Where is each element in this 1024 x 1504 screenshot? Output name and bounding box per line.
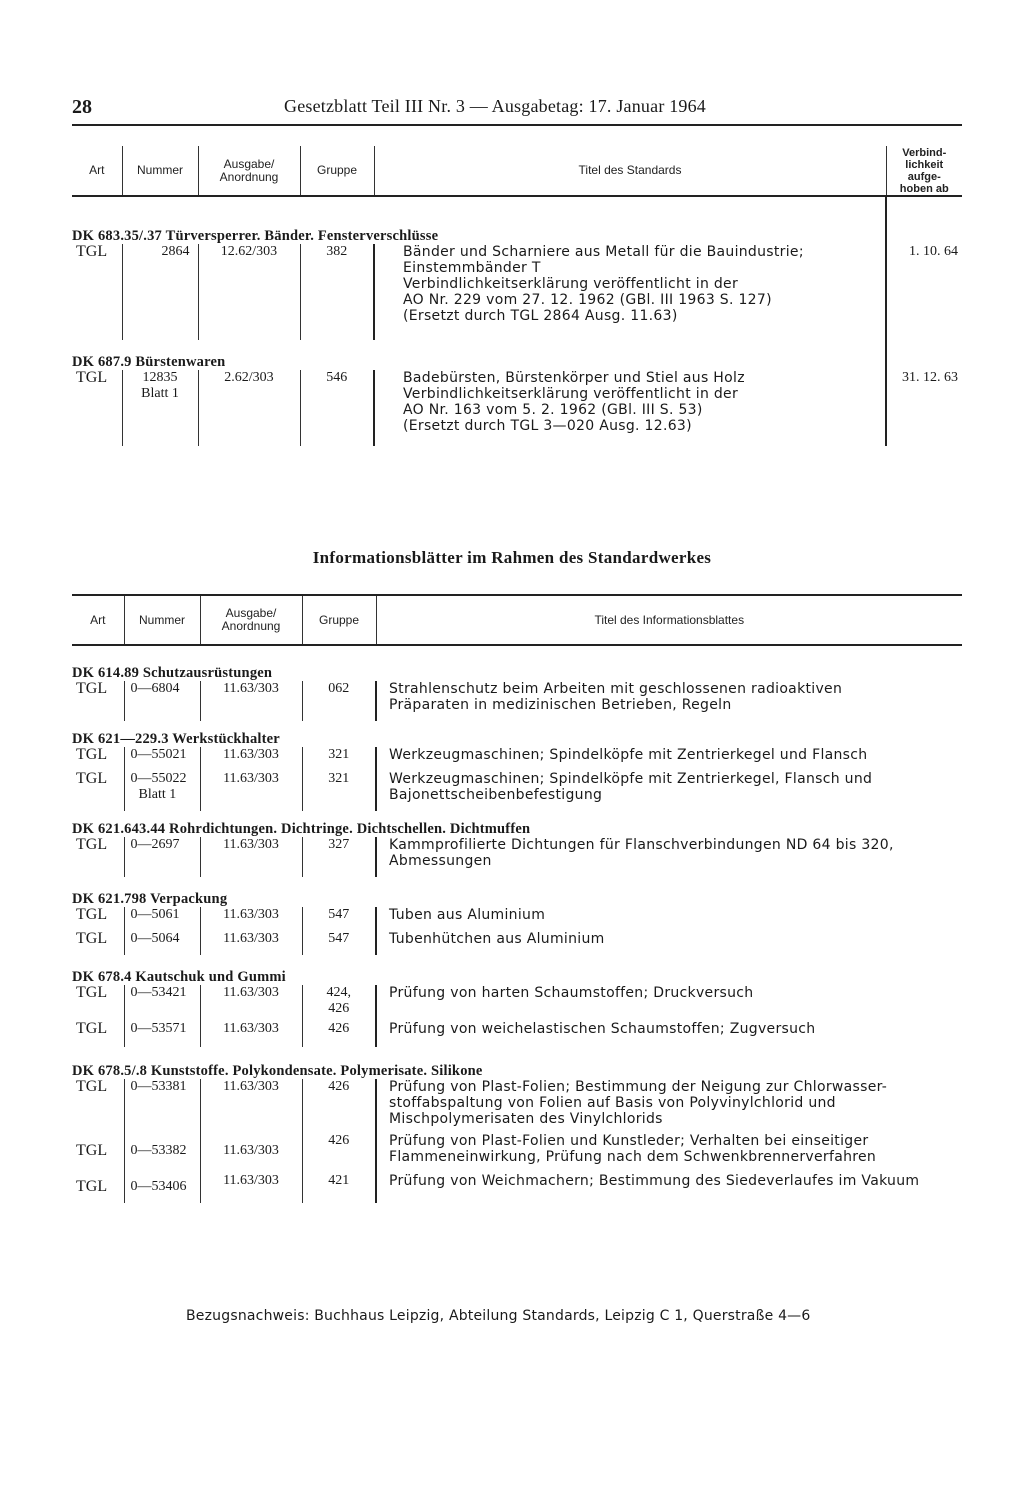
col-titel: Titel des Informationsblattes bbox=[376, 595, 962, 645]
table-row bbox=[72, 681, 962, 721]
table-row bbox=[72, 1079, 962, 1133]
standards-table-body bbox=[72, 196, 962, 446]
cell-art: TGL bbox=[76, 746, 108, 763]
cell-date: 1. 10. 64 bbox=[886, 244, 962, 340]
cell-titel: Tuben aus Aluminium bbox=[376, 907, 962, 931]
cell-gruppe: 426 bbox=[302, 1021, 376, 1047]
table-row bbox=[72, 1133, 962, 1173]
cell-titel: Werkzeugmaschinen; Spindelköpfe mit Zentrierkegel und Flansch bbox=[376, 747, 962, 771]
table-row bbox=[72, 931, 962, 955]
cell-nummer: 0—53382 bbox=[124, 1133, 200, 1173]
page-header bbox=[72, 96, 962, 124]
cell-nummer: 0—53571 bbox=[124, 1021, 200, 1047]
col-ausgabe: Ausgabe/ Anordnung bbox=[200, 595, 302, 645]
cell-titel: Prüfung von Weichmachern; Bestimmung des Siedeverlaufes im Vakuum bbox=[376, 1173, 962, 1203]
cell-art: TGL bbox=[76, 836, 108, 853]
cell-ausgabe: 12.62/303 bbox=[198, 244, 300, 340]
cell-titel: Tubenhütchen aus Aluminium bbox=[376, 931, 962, 955]
cell-art: TGL bbox=[76, 1020, 108, 1037]
cell-gruppe: 546 bbox=[300, 370, 374, 446]
cell-titel: Bänder und Scharniere aus Metall für die Bauindustrie; Einstemmbänder T Verbindlichkeitserklärung veröffentlicht in der AO Nr. 229 vom 27. 12. 1962 (GBl. III 1963 S. 127) (Ersetzt durch TGL 2864 Ausg. 11.63) bbox=[374, 244, 886, 340]
standards-table-header bbox=[72, 146, 962, 196]
page-title: Gesetzblatt Teil III Nr. 3 — Ausgabetag: 17. Januar 1964 bbox=[284, 96, 707, 116]
cell-titel: Prüfung von Plast-Folien; Bestimmung der Neigung zur Chlorwasser- stoffabspaltung von Folien auf Basis von Polyvinylchlorid und Mischpolymerisaten des Vinylchlorids bbox=[376, 1079, 962, 1133]
cell-titel: Badebürsten, Bürstenkörper und Stiel aus Holz Verbindlichkeitserklärung veröffentlicht in der AO Nr. 163 vom 5. 2. 1962 (GBl. III S. 53) (Ersetzt durch TGL 3—020 Ausg. 12.63) bbox=[374, 370, 886, 446]
cell-art: TGL bbox=[76, 906, 108, 923]
table-row bbox=[72, 907, 962, 931]
cell-art: TGL bbox=[76, 243, 108, 260]
cell-art: TGL bbox=[76, 1142, 108, 1159]
col-art: Art bbox=[90, 612, 106, 627]
cell-nummer: 0—6804 bbox=[124, 681, 200, 721]
col-gruppe: Gruppe bbox=[300, 146, 374, 196]
table-row bbox=[72, 370, 962, 446]
col-nummer: Nummer bbox=[122, 146, 198, 196]
cell-nummer: 0—53381 bbox=[124, 1079, 200, 1133]
col-art: Art bbox=[89, 163, 105, 177]
cell-gruppe: 321 bbox=[302, 747, 376, 771]
group-title: DK 678.4 Kautschuk und Gummi bbox=[72, 969, 286, 985]
col-titel: Titel des Standards bbox=[374, 146, 886, 196]
cell-nummer: 2864 bbox=[122, 244, 198, 340]
cell-nummer: 12835 Blatt 1 bbox=[122, 370, 198, 446]
group-title: DK 683.35/.37 Türversperrer. Bänder. Fensterverschlüsse bbox=[72, 228, 439, 244]
cell-gruppe: 426 bbox=[302, 1079, 376, 1133]
cell-ausgabe: 11.63/303 bbox=[200, 747, 302, 771]
cell-nummer: 0—5064 bbox=[124, 931, 200, 955]
header-rule bbox=[72, 124, 962, 126]
info-table-body bbox=[72, 645, 962, 1203]
group-title: DK 621—229.3 Werkstückhalter bbox=[72, 731, 280, 747]
table-row bbox=[72, 244, 962, 340]
cell-gruppe: 327 bbox=[302, 837, 376, 877]
col-nummer: Nummer bbox=[124, 595, 200, 645]
cell-gruppe: 426 bbox=[302, 1133, 376, 1173]
cell-ausgabe: 11.63/303 bbox=[200, 837, 302, 877]
cell-gruppe: 547 bbox=[302, 931, 376, 955]
cell-ausgabe: 11.63/303 bbox=[200, 985, 302, 1021]
cell-gruppe: 421 bbox=[302, 1173, 376, 1203]
cell-gruppe: 321 bbox=[302, 771, 376, 811]
info-table bbox=[72, 594, 962, 1203]
group-title: DK 678.5/.8 Kunststoffe. Polykondensate. Polymerisate. Silikone bbox=[72, 1063, 483, 1079]
cell-titel: Kammprofilierte Dichtungen für Flanschverbindungen ND 64 bis 320, Abmessungen bbox=[376, 837, 962, 877]
standards-table bbox=[72, 146, 962, 446]
table-row bbox=[72, 771, 962, 811]
table-row bbox=[72, 1021, 962, 1047]
group-title: DK 621.643.44 Rohrdichtungen. Dichtringe. Dichtschellen. Dichtmuffen bbox=[72, 821, 531, 837]
cell-ausgabe: 11.63/303 bbox=[200, 681, 302, 721]
cell-nummer: 0—53406 bbox=[124, 1173, 200, 1203]
table-row bbox=[72, 985, 962, 1021]
cell-art: TGL bbox=[76, 1178, 108, 1195]
section-title: Informationsblätter im Rahmen des Standardwerkes bbox=[312, 548, 712, 567]
footer-note: Bezugsnachweis: Buchhaus Leipzig, Abteilung Standards, Leipzig C 1, Querstraße 4—6 bbox=[186, 1308, 811, 1324]
cell-gruppe: 062 bbox=[302, 681, 376, 721]
cell-ausgabe: 11.63/303 bbox=[200, 771, 302, 811]
cell-nummer: 0—5061 bbox=[124, 907, 200, 931]
cell-ausgabe: 11.63/303 bbox=[200, 1133, 302, 1173]
page-number: 28 bbox=[72, 96, 92, 118]
cell-art: TGL bbox=[76, 984, 108, 1001]
cell-titel: Strahlenschutz beim Arbeiten mit geschlossenen radioaktiven Präparaten in medizinischen Betrieben, Regeln bbox=[376, 681, 962, 721]
cell-ausgabe: 11.63/303 bbox=[200, 931, 302, 955]
col-gruppe: Gruppe bbox=[302, 595, 376, 645]
cell-titel: Werkzeugmaschinen; Spindelköpfe mit Zentrierkegel, Flansch und Bajonettscheibenbefestigung bbox=[376, 771, 962, 811]
cell-titel: Prüfung von weichelastischen Schaumstoffen; Zugversuch bbox=[376, 1021, 962, 1047]
cell-ausgabe: 11.63/303 bbox=[200, 1079, 302, 1133]
cell-art: TGL bbox=[76, 680, 108, 697]
cell-art: TGL bbox=[76, 1078, 108, 1095]
group-title: DK 614.89 Schutzausrüstungen bbox=[72, 665, 273, 681]
cell-nummer: 0—53421 bbox=[124, 985, 200, 1021]
cell-art: TGL bbox=[76, 930, 108, 947]
cell-ausgabe: 2.62/303 bbox=[198, 370, 300, 446]
cell-nummer: 0—55022 Blatt 1 bbox=[124, 771, 200, 811]
group-title: DK 687.9 Bürstenwaren bbox=[72, 354, 226, 370]
cell-gruppe: 424, 426 bbox=[302, 985, 376, 1021]
group-title: DK 621.798 Verpackung bbox=[72, 891, 228, 907]
cell-titel: Prüfung von Plast-Folien und Kunstleder; Verhalten bei einseitiger Flammeneinwirkung, Prüfung nach dem Schwenkbrennerverfahren bbox=[376, 1133, 962, 1173]
col-verbindlichkeit: Verbind- lichkeit aufge- hoben ab bbox=[886, 146, 962, 196]
cell-date: 31. 12. 63 bbox=[886, 370, 962, 446]
cell-nummer: 0—2697 bbox=[124, 837, 200, 877]
cell-titel: Prüfung von harten Schaumstoffen; Druckversuch bbox=[376, 985, 962, 1021]
cell-gruppe: 382 bbox=[300, 244, 374, 340]
cell-art: TGL bbox=[76, 770, 108, 787]
cell-ausgabe: 11.63/303 bbox=[200, 907, 302, 931]
cell-art: TGL bbox=[76, 369, 108, 386]
info-table-header bbox=[72, 595, 962, 645]
cell-nummer: 0—55021 bbox=[124, 747, 200, 771]
table-row bbox=[72, 1173, 962, 1203]
table-row bbox=[72, 747, 962, 771]
table-row bbox=[72, 837, 962, 877]
cell-gruppe: 547 bbox=[302, 907, 376, 931]
col-ausgabe: Ausgabe/ Anordnung bbox=[198, 146, 300, 196]
cell-ausgabe: 11.63/303 bbox=[200, 1021, 302, 1047]
cell-ausgabe: 11.63/303 bbox=[200, 1173, 302, 1203]
